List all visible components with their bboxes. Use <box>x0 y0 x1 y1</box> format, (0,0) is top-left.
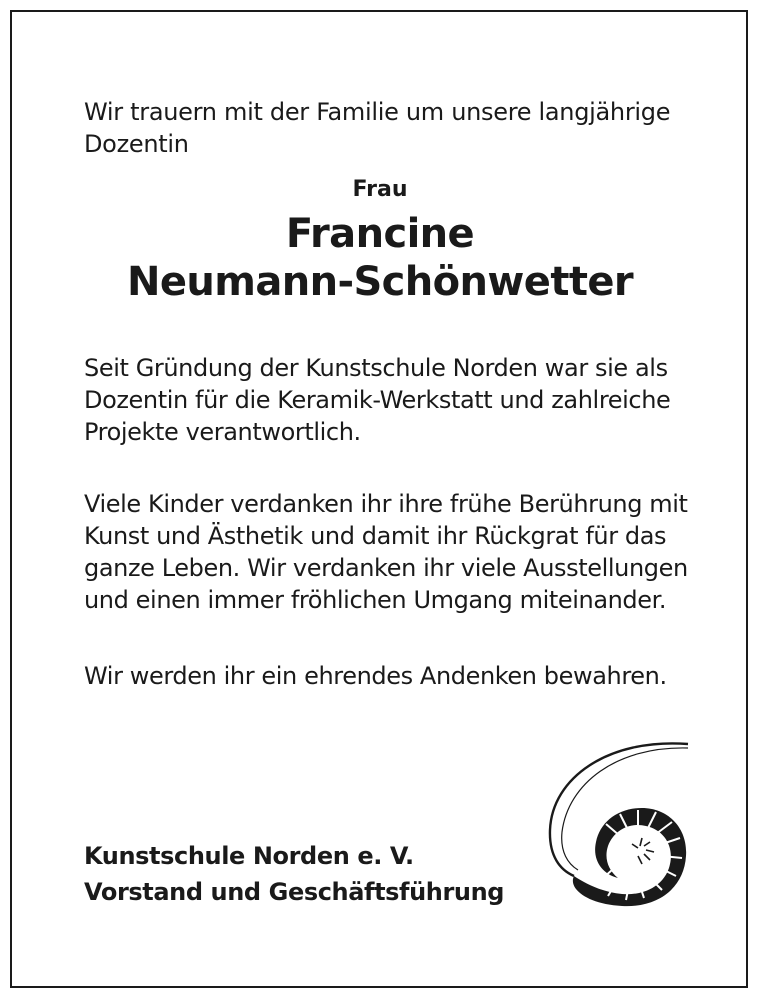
deceased-name <box>0 210 760 306</box>
paragraph-role: Seit Gründung der Kunstschule Norden war sie als Dozentin für die Keramik-Werkstatt und zahlreiche Projekte verantwortlich. <box>84 354 671 446</box>
name-first: Francine <box>285 211 475 257</box>
name-last: Neumann-Schönwetter <box>126 259 634 305</box>
signature-block <box>84 838 504 910</box>
nautilus-shell-icon <box>538 738 690 908</box>
salutation: Frau <box>352 177 408 202</box>
paragraph-closing: Wir werden ihr ein ehrendes Andenken bewahren. <box>84 662 667 690</box>
paragraph-tribute: Viele Kinder verdanken ihr ihre frühe Berührung mit Kunst und Ästhetik und damit ihr Rückgrat für das ganze Leben. Wir verdanken ihr viele Ausstellungen und einen immer fröhlichen Umgang miteinander. <box>84 490 688 614</box>
intro-text: Wir trauern mit der Familie um unsere langjährige Dozentin <box>84 98 671 158</box>
signature-organization: Kunstschule Norden e. V. <box>84 842 414 870</box>
signature-board: Vorstand und Geschäftsführung <box>84 878 505 906</box>
